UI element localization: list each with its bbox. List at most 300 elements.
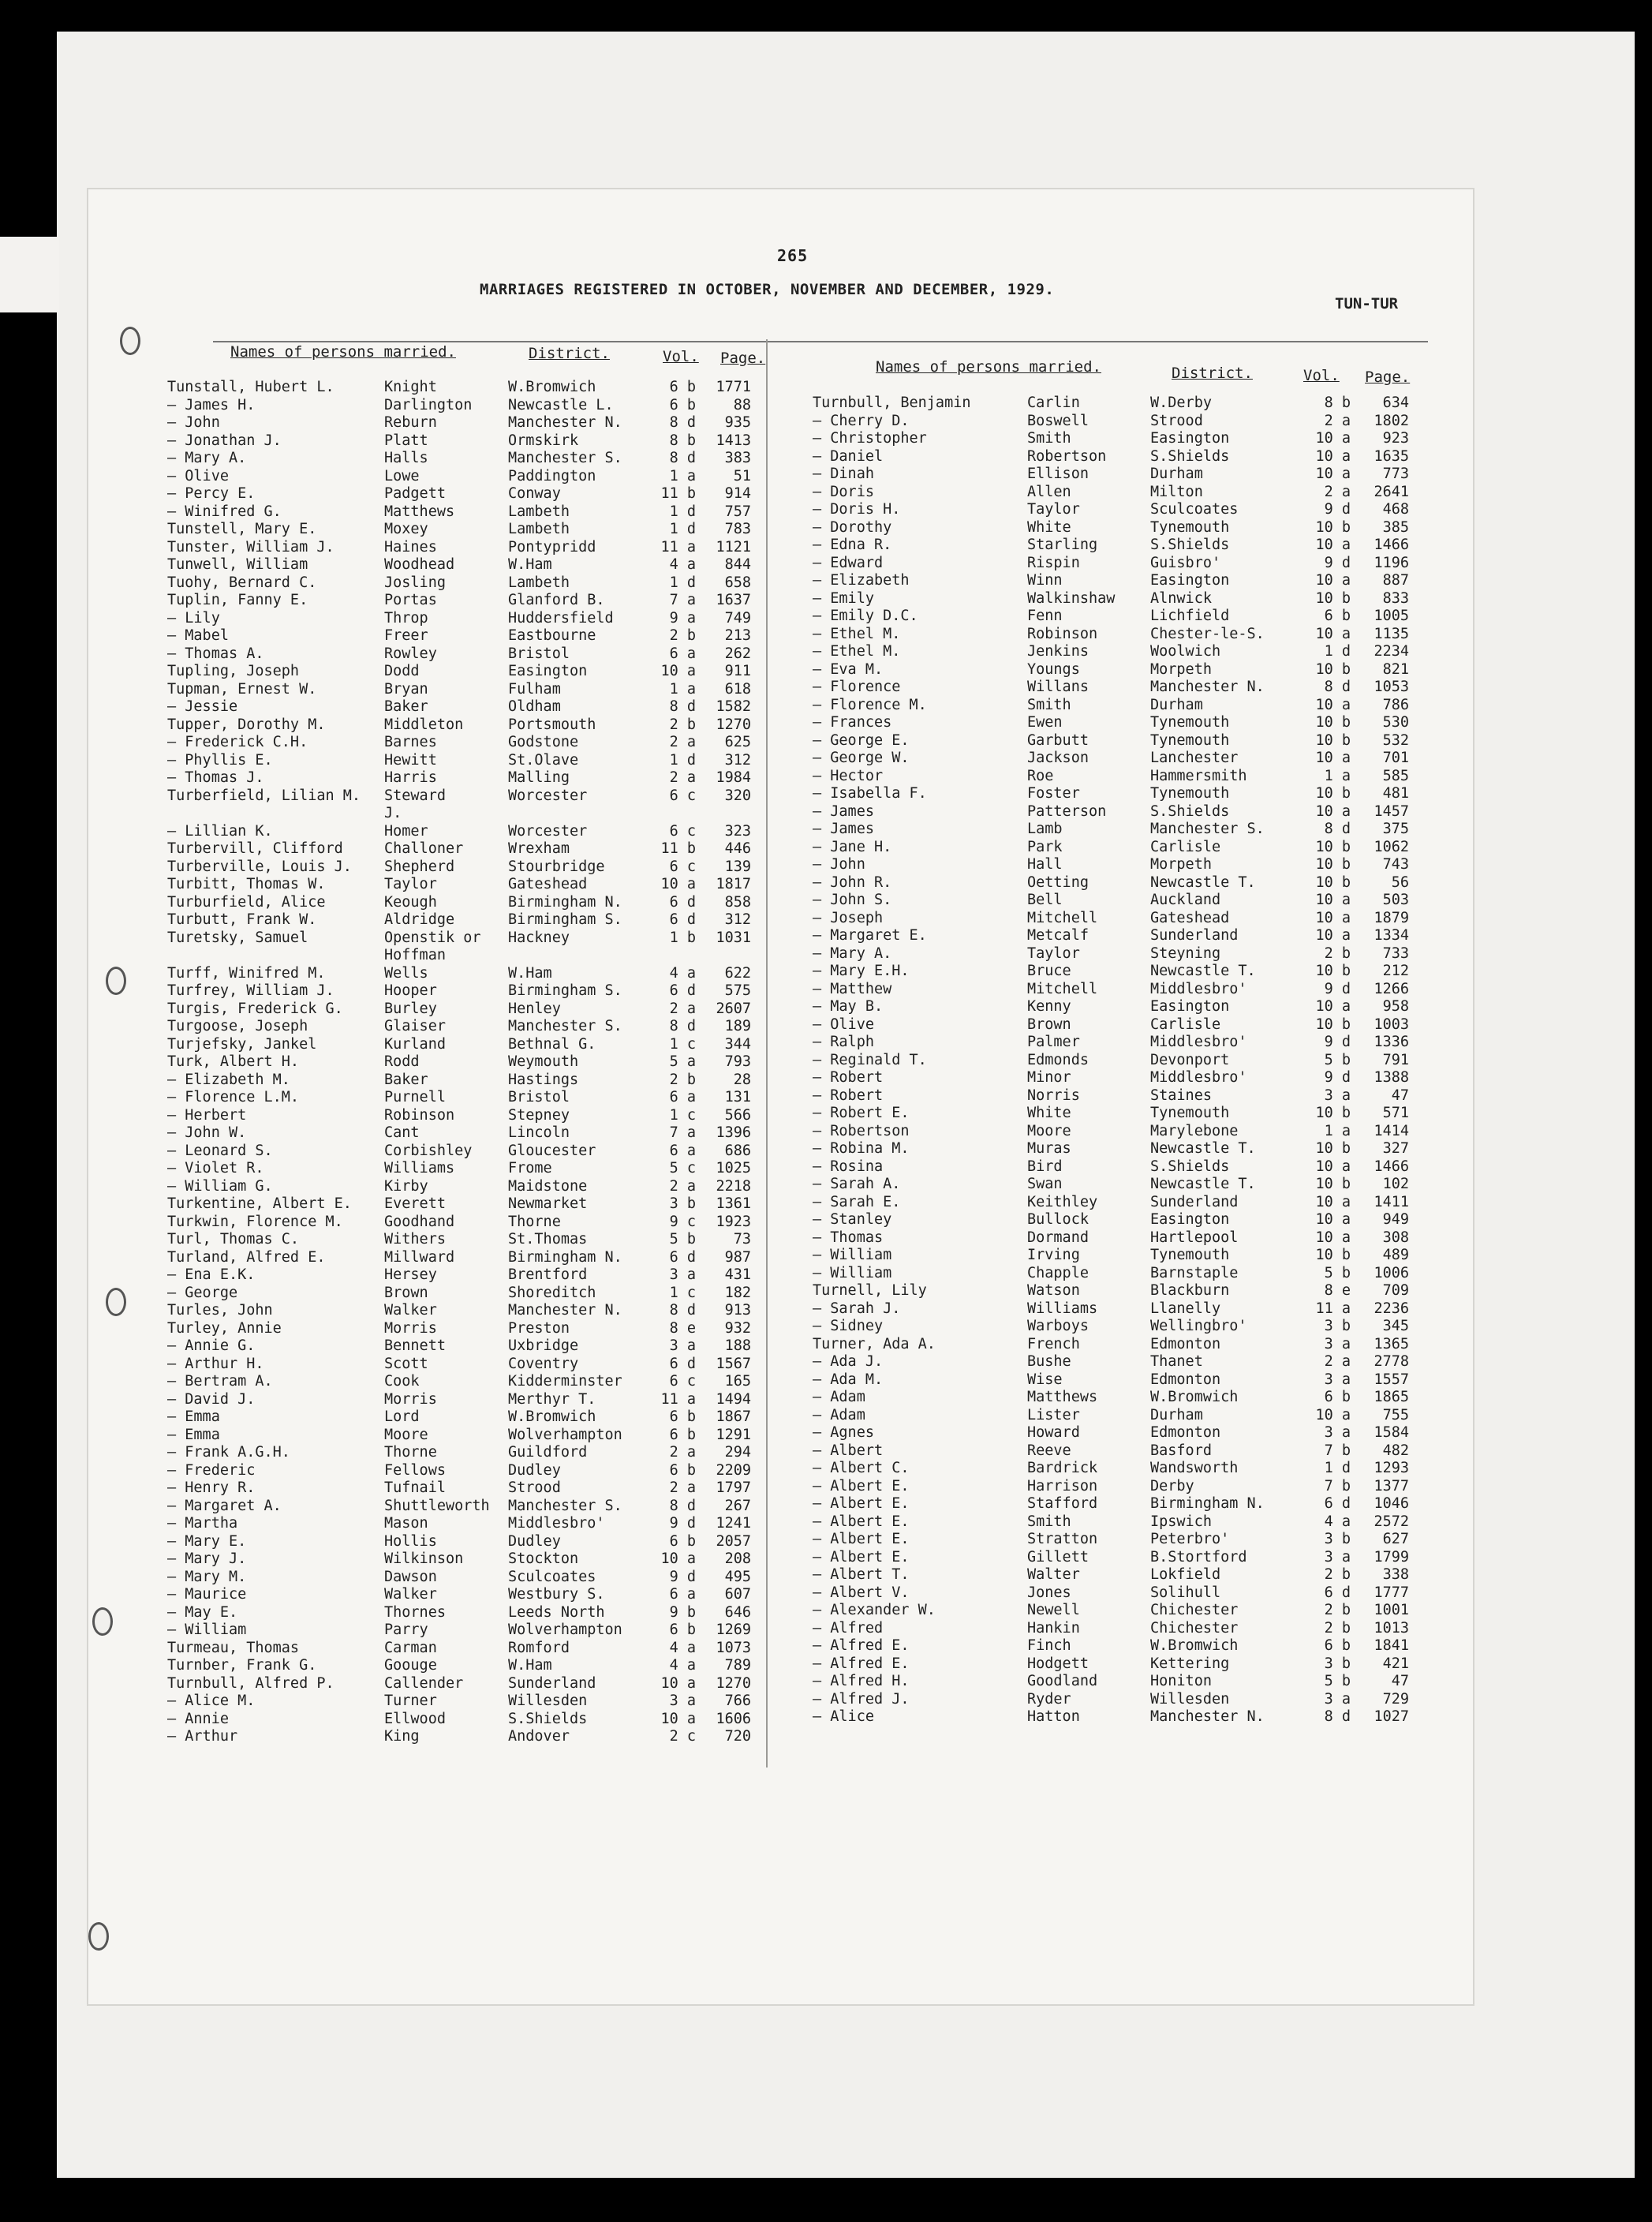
entry-page: 312 [724,751,751,769]
entry-district: Birmingham N. [1150,1495,1265,1512]
register-entry [813,430,1412,448]
entry-district: S.Shields [1150,537,1230,553]
entry-name: — Agnes [813,1424,874,1441]
entry-page: 189 [724,1018,751,1034]
spouse-surname: Dawson [384,1568,437,1585]
entry-volume: 9 d [1324,1069,1351,1086]
register-entry [813,1513,1412,1532]
entry-district: Strood [1150,412,1203,429]
entry-name: — Ena E.K. [167,1266,256,1283]
entry-page: 2057 [716,1532,751,1550]
entry-name: — Percy E. [167,485,256,502]
entry-district: Lincoln [508,1124,570,1141]
entry-volume: 5 a [669,1053,696,1070]
entry-page: 821 [1382,660,1409,678]
spouse-surname: Goodhand [384,1213,455,1230]
entry-volume: 10 b [1315,1247,1351,1263]
entry-name: — Olive [813,1016,874,1033]
spouse-surname: Halls [384,450,428,466]
spouse-surname: Smith [1027,1513,1071,1530]
entry-page: 773 [1382,466,1409,482]
register-entry [167,965,751,983]
register-entry [167,1711,751,1729]
entry-district: Basford [1150,1442,1212,1459]
register-entry [167,982,751,1001]
spouse-surname: Kirby [384,1177,428,1195]
register-entry [813,1478,1412,1496]
entry-district: Durham [1150,696,1203,713]
entry-page: 345 [1382,1318,1409,1334]
entry-volume: 5 b [1324,1673,1351,1689]
spouse-surname: Williams [1027,1300,1098,1317]
entry-volume: 3 b [1324,1318,1351,1334]
entry-page: 1053 [1374,679,1409,695]
spouse-surname: Bennett [384,1337,446,1354]
spouse-surname: Chapple [1027,1264,1089,1281]
entry-district: Devonport [1150,1051,1230,1068]
spouse-surname: Bruce [1027,963,1071,979]
register-entry [813,1424,1412,1442]
entry-volume: 10 a [1315,927,1351,944]
spouse-surname: Thorne [384,1444,437,1461]
entry-district: Willesden [508,1693,588,1709]
entry-page: 1396 [716,1124,751,1141]
spouse-surname: Youngs [1027,660,1080,678]
entry-volume: 5 b [1324,1264,1351,1281]
entry-page: 634 [1382,395,1409,411]
entry-page: 131 [724,1089,751,1105]
entry-name: — Alfred [813,1619,884,1637]
register-entry [167,1018,751,1036]
entry-name: Turgis, Frederick G. [167,1000,343,1017]
entry-volume: 8 d [1324,679,1351,695]
entry-district: Bethnal G. [508,1035,596,1053]
spouse-surname: Metcalf [1027,927,1089,944]
register-entry [813,1123,1412,1141]
entry-volume: 10 b [1315,518,1351,536]
entry-page: 1799 [1374,1548,1409,1566]
entry-district: Manchester S. [508,450,622,466]
entry-district: Steyning [1150,945,1221,962]
entry-district: Birmingham N. [508,893,622,911]
entry-volume: 8 d [669,450,696,466]
entry-district: Manchester N. [1150,679,1265,695]
entry-district: Manchester S. [508,1497,622,1514]
entry-page: 1606 [716,1710,751,1727]
entry-page: 1457 [1374,802,1409,820]
entry-volume: 10 a [1315,1211,1351,1228]
register-entry [813,537,1412,555]
entry-volume: 2 b [1324,945,1351,962]
entry-district: Pontypridd [508,538,596,556]
register-entry [167,485,751,503]
entry-district: Blackburn [1150,1282,1230,1299]
spouse-surname: Openstik or [384,929,481,946]
entry-district: S.Shields [508,1710,588,1727]
register-entry [813,1211,1412,1229]
entry-name: — Frederick C.H. [167,734,308,750]
entry-page: 446 [724,840,751,857]
entry-page: 793 [724,1053,751,1070]
entry-page: 1388 [1374,1069,1409,1086]
entry-volume: 1 d [669,751,696,769]
entry-page: 2218 [716,1177,751,1195]
entry-volume: 3 a [669,1337,696,1354]
entry-volume: 4 a [669,1639,696,1656]
register-entry [167,1160,751,1178]
entry-name: — Albert V. [813,1584,910,1601]
entry-district: Gateshead [1150,909,1230,926]
register-entry [167,805,751,823]
punch-hole [106,1288,126,1316]
register-entry [167,414,751,432]
entry-name: Turland, Alfred E. [167,1248,326,1266]
entry-name: — Jonathan J. [167,432,282,449]
entry-page: 1557 [1374,1371,1409,1388]
entry-page: 1270 [716,716,751,733]
entry-page: 949 [1382,1211,1409,1228]
entry-district: Edmonton [1150,1424,1221,1441]
entry-volume: 9 d [669,1568,696,1585]
entry-name: — Sidney [813,1318,884,1334]
entry-volume: 10 b [1315,1105,1351,1121]
entry-page: 495 [724,1568,751,1585]
spouse-surname: Morris [384,1390,437,1408]
register-entry [813,1584,1412,1603]
entry-district: Llanelly [1150,1300,1221,1317]
register-entry [813,821,1412,839]
entry-district: W.Bromwich [1150,1637,1239,1654]
entry-name: Turk, Albert H. [167,1053,300,1070]
entry-page: 2234 [1374,643,1409,660]
entry-page: 262 [724,645,751,662]
entry-page: 385 [1382,518,1409,536]
register-entry [813,732,1412,750]
spouse-surname: Josling [384,574,446,591]
entry-page: 1121 [716,538,751,556]
entry-page: 1062 [1374,838,1409,855]
entry-page: 658 [724,574,751,591]
entry-volume: 3 b [669,1195,696,1212]
entry-district: Dudley [508,1532,561,1550]
entry-name: — Sarah E. [813,1193,901,1210]
spouse-surname: Padgett [384,485,446,502]
entry-name: — Rosina [813,1158,884,1175]
register-entry [167,858,751,877]
register-entry [813,1442,1412,1461]
register-entry [813,1602,1412,1620]
entry-page: 468 [1382,501,1409,518]
spouse-surname: Brown [1027,1016,1071,1033]
entry-name: — Arthur H. [167,1355,264,1372]
entry-volume: 6 a [669,1586,696,1603]
entry-page: 327 [1382,1140,1409,1157]
register-entry [813,927,1412,945]
register-entry [813,981,1412,999]
spouse-surname: Williams [384,1160,455,1176]
entry-page: 729 [1382,1690,1409,1708]
register-entry [167,610,751,628]
entry-volume: 3 a [1324,1690,1351,1708]
spouse-surname: Oetting [1027,873,1089,891]
entry-district: Ormskirk [508,432,579,449]
spouse-surname: Portas [384,592,437,608]
entry-volume: 6 b [669,1532,696,1550]
spouse-surname: Reburn [384,414,437,431]
entry-district: Manchester N. [508,1302,622,1319]
entry-page: 701 [1382,750,1409,766]
spouse-surname: Bardrick [1027,1460,1098,1476]
entry-district: Wrexham [508,840,570,857]
spouse-surname: Gillett [1027,1548,1089,1566]
entry-district: Oldham [508,698,561,715]
entry-volume: 10 b [1315,873,1351,891]
entry-name: Turnber, Frank G. [167,1657,317,1674]
entry-district: Carlisle [1150,1016,1221,1033]
entry-page: 1635 [1374,447,1409,465]
entry-name: — Ralph [813,1034,874,1050]
entry-page: 1270 [716,1674,751,1692]
register-entry [167,1266,751,1285]
spouse-surname: Walkinshaw [1027,589,1116,607]
spouse-surname: Mitchell [1027,980,1098,997]
entry-district: Godstone [508,734,579,750]
spouse-surname: Throp [384,609,428,627]
register-entry [167,521,751,539]
entry-volume: 4 a [669,1657,696,1674]
entry-name: Turfrey, William J. [167,982,335,999]
entry-district: W.Ham [508,1657,552,1674]
spouse-surname: Goodland [1027,1673,1098,1689]
entry-page: 1241 [716,1515,751,1532]
spouse-surname: Lowe [384,467,420,484]
register-entry [813,395,1412,413]
entry-name: — Alice [813,1708,874,1725]
entry-name: Turgoose, Joseph [167,1018,308,1034]
entry-volume: 10 a [1315,430,1351,447]
entry-district: Portsmouth [508,716,596,733]
register-entry [813,1034,1412,1052]
entry-district: St.Thomas [508,1231,588,1248]
entry-page: 1841 [1374,1637,1409,1654]
col-header-vol: Vol. [663,348,699,365]
entry-name: Tupper, Dorothy M. [167,716,326,733]
register-entry [167,1072,751,1090]
spouse-surname: Woodhead [384,556,455,573]
register-entry [167,1053,751,1072]
entry-name: — Florence [813,679,901,695]
register-entry [813,1389,1412,1407]
register-entry [813,1637,1412,1655]
entry-volume: 1 a [669,680,696,698]
entry-name: — Doris H. [813,501,901,518]
entry-district: Easington [1150,1211,1230,1228]
spouse-surname: Morris [384,1319,437,1337]
spouse-surname: Kenny [1027,998,1071,1015]
register-entry [167,397,751,415]
entry-volume: 10 a [1315,892,1351,908]
entry-volume: 6 d [669,1248,696,1266]
entry-page: 1001 [1374,1602,1409,1618]
register-entry [167,1586,751,1604]
entry-name: — Henry R. [167,1479,256,1496]
register-entry [813,572,1412,590]
entry-page: 1291 [716,1426,751,1443]
entry-name: — Herbert [167,1106,247,1124]
entry-district: Merthyr T. [508,1390,596,1408]
entry-name: — John [813,856,865,873]
entry-name: — Florence L.M. [167,1089,300,1105]
register-entry [167,1231,751,1249]
spouse-surname: Rodd [384,1053,420,1070]
entry-volume: 1 a [669,467,696,484]
register-entry [167,876,751,894]
entry-page: 1466 [1374,537,1409,553]
entry-page: 575 [724,982,751,999]
register-entry [813,413,1412,431]
entry-page: 755 [1382,1406,1409,1423]
entry-page: 323 [724,822,751,840]
register-entry [813,466,1412,484]
entry-page: 1293 [1374,1460,1409,1476]
entry-name: — William [813,1264,892,1281]
entry-page: 1336 [1374,1034,1409,1050]
register-entry [167,1320,751,1338]
entry-page: 607 [724,1586,751,1603]
register-entry [167,556,751,574]
entry-volume: 1 d [669,521,696,537]
spouse-surname: Boswell [1027,412,1089,429]
spouse-surname: Taylor [1027,501,1080,518]
spouse-surname: Middleton [384,716,464,733]
entry-page: 2209 [716,1461,751,1479]
register-entry [813,892,1412,910]
entry-volume: 6 b [669,396,696,413]
entry-district: Manchester S. [1150,821,1265,837]
register-entry [813,1620,1412,1638]
register-entry [813,1531,1412,1549]
entry-volume: 6 b [669,1426,696,1443]
spouse-surname: Carman [384,1639,437,1656]
register-entry [813,626,1412,644]
entry-name: — Elizabeth [813,572,910,589]
entry-volume: 8 e [1324,1282,1351,1299]
entry-name: — Adam [813,1406,865,1423]
entry-page: 1196 [1374,554,1409,571]
spouse-surname: Fellows [384,1461,446,1479]
spouse-surname: Harris [384,769,437,786]
entry-district: Romford [508,1639,570,1656]
spouse-surname: Muras [1027,1140,1071,1157]
spouse-surname: Keithley [1027,1193,1098,1210]
entry-page: 783 [724,521,751,537]
entry-volume: 8 b [669,432,696,449]
entry-page: 585 [1382,767,1409,784]
entry-name: Tunstell, Mary E. [167,521,317,537]
entry-name: — Robert [813,1087,884,1104]
entry-district: Carlisle [1150,838,1221,855]
register-entry [813,555,1412,573]
entry-district: Wolverhampton [508,1426,622,1443]
entry-district: Kidderminster [508,1373,622,1390]
spouse-surname: Mason [384,1515,428,1532]
spouse-surname: Mitchell [1027,909,1098,926]
entry-volume: 10 a [1315,750,1351,766]
register-entry [167,1515,751,1533]
register-entry [813,1336,1412,1354]
register-entry [167,1675,751,1693]
register-entry [167,734,751,752]
entry-district: Newcastle T. [1150,873,1256,891]
entry-name: Turkentine, Albert E. [167,1195,352,1212]
entry-name: Tuohy, Bernard C. [167,574,317,591]
entry-name: — Emma [167,1408,220,1425]
entry-page: 743 [1382,856,1409,873]
entry-page: 1269 [716,1622,751,1638]
entry-page: 646 [724,1603,751,1621]
entry-name: — Olive [167,467,229,484]
spouse-surname: Moxey [384,521,428,537]
entry-page: 566 [724,1106,751,1124]
entry-district: Lanchester [1150,750,1239,766]
register-entry [167,894,751,912]
entry-district: Coventry [508,1355,579,1372]
register-entry [813,1353,1412,1371]
entry-volume: 7 a [669,592,696,608]
entry-page: 789 [724,1657,751,1674]
entry-volume: 10 a [1315,909,1351,926]
register-entry [813,1247,1412,1265]
entry-district: S.Shields [1150,1158,1230,1175]
entry-district: Marylebone [1150,1122,1239,1139]
entry-district: Fulham [508,680,561,698]
entry-district: W.Ham [508,964,552,982]
entry-district: Thorne [508,1213,561,1230]
spouse-surname: Baker [384,698,428,715]
register-entry [813,1087,1412,1105]
entry-district: Stepney [508,1106,570,1124]
spouse-surname: Scott [384,1355,428,1372]
entry-name: Turner, Ada A. [813,1335,936,1352]
entry-page: 431 [724,1266,751,1283]
entry-name: — Winifred G. [167,503,282,520]
entry-name: — Mabel [167,627,229,644]
spouse-surname: Allen [1027,483,1071,500]
col-header-names: Names of persons married. [230,343,456,361]
entry-volume: 9 d [1324,1034,1351,1050]
entry-page: 757 [724,503,751,520]
entry-district: Barnstaple [1150,1264,1239,1281]
spouse-surname: Platt [384,432,428,449]
entry-name: — James [813,802,874,820]
entry-district: Lambeth [508,574,570,591]
entry-page: 383 [724,450,751,466]
entry-page: 709 [1382,1282,1409,1299]
entry-volume: 10 b [1315,1176,1351,1192]
register-entry [167,432,751,451]
entry-district: Durham [1150,1406,1203,1423]
entry-district: Hastings [508,1071,579,1088]
entry-volume: 10 a [1315,1193,1351,1210]
entry-district: Newcastle L. [508,396,614,413]
entry-page: 923 [1382,430,1409,447]
entry-volume: 10 b [1315,785,1351,802]
register-entry [167,1036,751,1054]
entry-district: Chester-le-S. [1150,625,1265,642]
spouse-surname: Warboys [1027,1318,1089,1334]
entry-volume: 2 b [669,627,696,644]
entry-name: — Margaret E. [813,927,927,944]
